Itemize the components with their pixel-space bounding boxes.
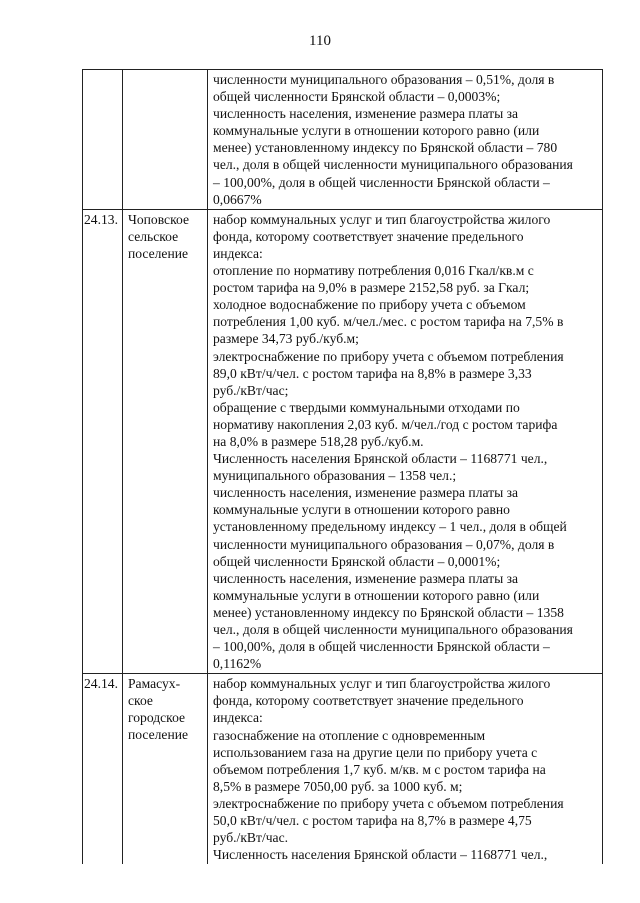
description-line: – 100,00%, доля в общей численности Брянской области –: [213, 639, 550, 655]
description-line: общей численности Брянской области – 0,0001%;: [213, 553, 501, 569]
description-line: фонда, которому соответствует значение предельного: [213, 693, 524, 709]
description-line: газоснабжение на отопление с одновременным: [213, 727, 486, 743]
settlement-name-line: Рамасух-: [128, 676, 181, 692]
description-line: 8,5% в размере 7050,00 руб. за 1000 куб. м;: [213, 778, 463, 794]
row-number: 24.13.: [83, 209, 123, 674]
table-row: [83, 674, 603, 865]
row-number: 24.14.: [83, 674, 123, 865]
description-line: размере 34,73 руб./куб.м;: [213, 331, 359, 347]
description-line: обращение с твердыми коммунальными отходами по: [213, 399, 520, 415]
description-line: коммунальные услуги в отношении которого равно: [213, 502, 510, 518]
description-line: муниципального образования – 1358 чел.;: [213, 468, 457, 484]
description-line: объемом потребления 1,7 куб. м/кв. м с ростом тарифа на: [213, 761, 546, 777]
description-line: набор коммунальных услуг и тип благоустройства жилого: [213, 676, 551, 692]
description-line: индекса:: [213, 245, 263, 261]
row-number: [83, 70, 123, 210]
settlement-name: [123, 70, 208, 210]
table-row: [83, 70, 603, 210]
description-line: коммунальные услуги в отношении которого равно (или: [213, 123, 540, 139]
description-line: чел., доля в общей численности муниципального образования: [213, 157, 573, 173]
description-line: Численность населения Брянской области – 1168771 чел.,: [213, 451, 548, 467]
description-line: 0,1162%: [213, 656, 262, 672]
description-line: руб./кВт/час.: [213, 830, 289, 846]
description-line: потребления 1,00 куб. м/чел./мес. с ростом тарифа на 7,5% в: [213, 314, 564, 330]
settlement-name-line: ское: [128, 693, 153, 709]
settlement-name-line: поселение: [128, 727, 189, 743]
description-line: набор коммунальных услуг и тип благоустройства жилого: [213, 211, 551, 227]
description-line: общей численности Брянской области – 0,0003%;: [213, 89, 501, 105]
description-line: численность населения, изменение размера платы за: [213, 106, 519, 122]
settlement-name-line: сельское: [128, 228, 179, 244]
description-line: ростом тарифа на 9,0% в размере 2152,58 руб. за Гкал;: [213, 280, 530, 296]
description-line: чел., доля в общей численности муниципального образования: [213, 622, 573, 637]
description-line: численности муниципального образования – 0,51%, доля в: [213, 72, 555, 87]
description-line: нормативу накопления 2,03 куб. м/чел./год с ростом тарифа: [213, 416, 558, 432]
settlement-name-line: городское: [128, 710, 186, 726]
description-line: численность населения, изменение размера платы за: [213, 570, 519, 586]
description-line: Численность населения Брянской области – 1168771 чел.,: [213, 847, 548, 863]
tariff-table: [82, 69, 603, 864]
description-line: численность населения, изменение размера платы за: [213, 485, 519, 501]
description-line: фонда, которому соответствует значение предельного: [213, 228, 524, 244]
description-line: 89,0 кВт/ч/чел. с ростом тарифа на 8,8% в размере 3,33: [213, 365, 532, 381]
description-line: руб./кВт/час;: [213, 382, 289, 398]
description-line: численности муниципального образования – 0,07%, доля в: [213, 536, 555, 552]
description-line: установленному предельному индексу – 1 чел., доля в общей: [213, 519, 567, 535]
description-line: отопление по нормативу потребления 0,016 Гкал/кв.м с: [213, 263, 534, 279]
settlement-name-line: поселение: [128, 245, 189, 261]
settlement-name: [123, 674, 208, 865]
settlement-name-line: Чоповское: [128, 211, 189, 227]
description-line: холодное водоснабжение по прибору учета с объемом: [213, 297, 526, 313]
table-row: [83, 209, 603, 674]
description-line: электроснабжение по прибору учета с объемом потребления: [213, 795, 564, 811]
description-line: менее) установленному индексу по Брянской области – 1358: [213, 604, 564, 620]
description-line: 0,0667%: [213, 191, 262, 207]
description-line: 50,0 кВт/ч/чел. с ростом тарифа на 8,7% в размере 4,75: [213, 813, 532, 829]
description-text: [208, 674, 603, 865]
description-text: [208, 70, 603, 210]
description-line: коммунальные услуги в отношении которого равно (или: [213, 587, 540, 603]
description-line: – 100,00%, доля в общей численности Брянской области –: [213, 174, 550, 190]
description-line: использованием газа на другие цели по прибору учета с: [213, 744, 538, 760]
description-line: индекса:: [213, 710, 263, 726]
description-line: на 8,0% в размере 518,28 руб./куб.м.: [213, 433, 424, 449]
description-line: электроснабжение по прибору учета с объемом потребления: [213, 348, 564, 364]
page-number: 110: [309, 33, 331, 49]
description-line: менее) установленному индексу по Брянской области – 780: [213, 140, 558, 156]
settlement-name: [123, 209, 208, 674]
description-text: [208, 209, 603, 674]
